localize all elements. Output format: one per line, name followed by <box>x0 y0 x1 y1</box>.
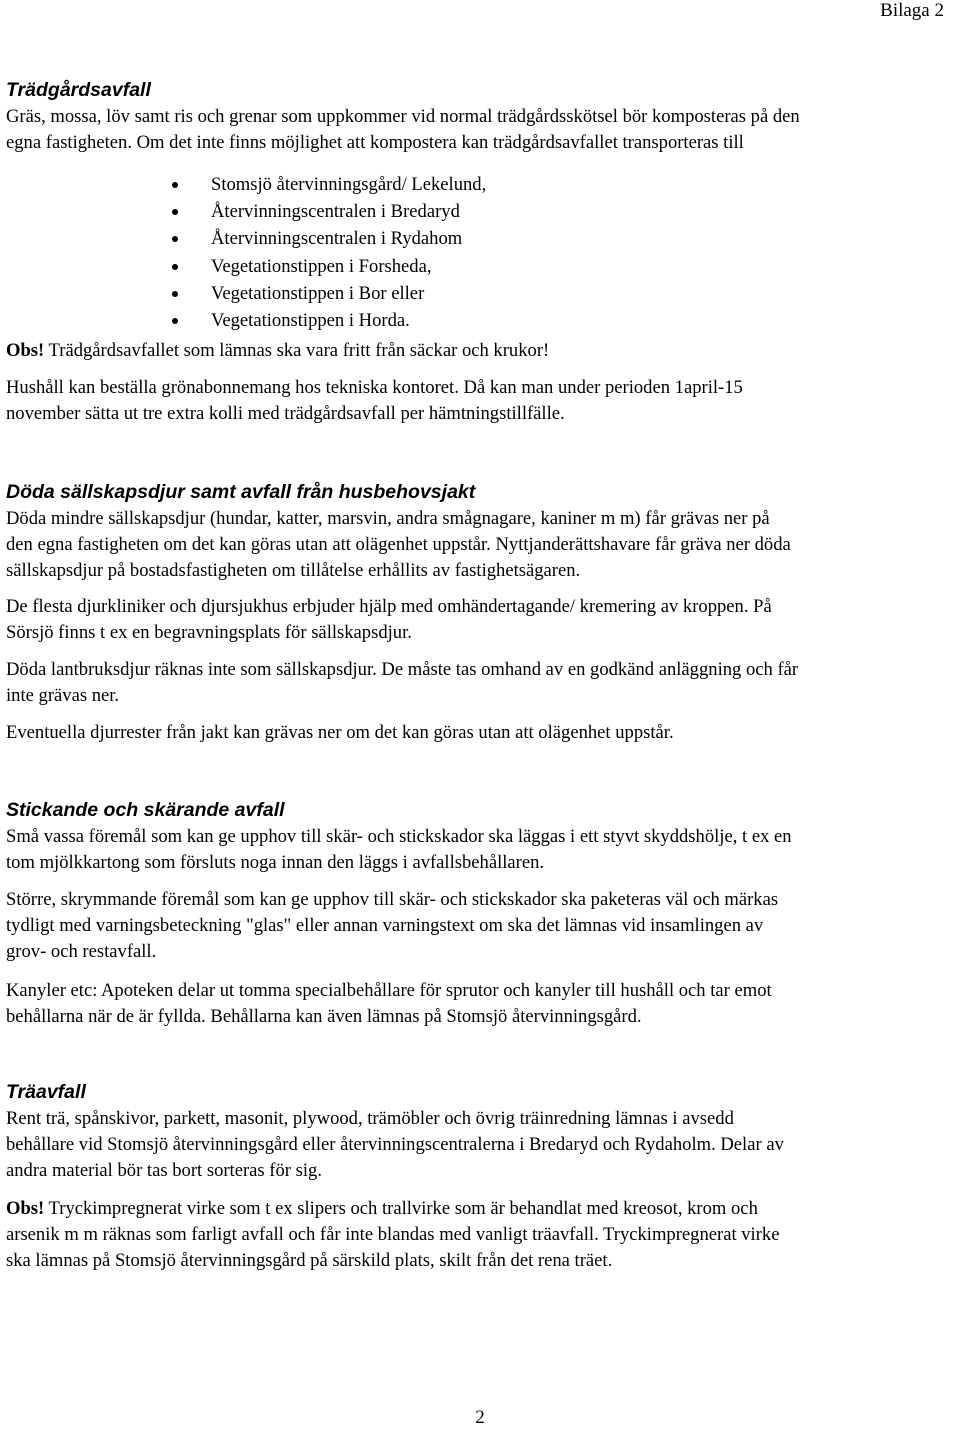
text-line: Små vassa föremål som kan ge upphov till skär- och stickskador ska läggas i ett styvt skyddshölje, t ex en <box>6 826 792 847</box>
section-stickande <box>0 798 960 822</box>
section-heading: Träavfall <box>6 1081 86 1103</box>
text-line: Rent trä, spånskivor, parkett, masonit, plywood, trämöbler och övrig träinredning lämnas i avsedd <box>6 1108 734 1129</box>
list-item-label: Återvinningscentralen i Bredaryd <box>211 201 460 223</box>
text-line: Tryckimpregnerat virke som t ex slipers och trallvirke som är behandlat med kreosot, krom och <box>44 1198 758 1219</box>
doda-paragraph-1 <box>0 506 960 584</box>
text-line: andra material bör tas bort sorteras för sig. <box>6 1160 322 1181</box>
section-traavfall <box>0 1080 960 1104</box>
section-tradgardsavfall <box>0 78 960 102</box>
stickande-paragraph-2 <box>0 887 960 965</box>
doda-paragraph-2 <box>0 594 960 646</box>
bullet-icon <box>172 209 178 215</box>
stickande-paragraph-3 <box>0 978 960 1030</box>
stickande-paragraph-1 <box>0 824 960 876</box>
list-item-label: Återvinningscentralen i Rydahom <box>211 228 463 250</box>
text-line: Hushåll kan beställa grönabonnemang hos tekniska kontoret. Då kan man under perioden 1april-15 <box>6 377 743 398</box>
list-item-label: Vegetationstippen i Bor eller <box>211 282 425 304</box>
list-item <box>0 253 960 280</box>
text-line: november sätta ut tre extra kolli med trädgårdsavfall per hämtningstillfälle. <box>6 403 565 424</box>
bullet-icon <box>172 182 178 188</box>
section-heading: Döda sällskapsdjur samt avfall från husbehovsjakt <box>6 481 476 503</box>
bullet-icon <box>172 264 178 270</box>
traavfall-paragraph-1 <box>0 1106 960 1184</box>
text-line: arsenik m m räknas som farligt avfall och får inte blandas med vanligt träavfall. Tryckimpregnerat virke <box>6 1224 780 1245</box>
text-line: Större, skrymmande föremål som kan ge upphov till skär- och stickskador ska paketeras väl och märkas <box>6 889 779 910</box>
appendix-label: Bilaga 2 <box>880 0 944 21</box>
doda-paragraph-3 <box>0 657 960 709</box>
text-line: inte grävas ner. <box>6 685 120 706</box>
obs-label: Obs! <box>6 340 45 361</box>
tradgard-intro <box>0 104 960 156</box>
text-line: Döda mindre sällskapsdjur (hundar, katter, marsvin, andra smågnagare, kaniner m m) får grävas ner på <box>6 508 770 529</box>
bullet-icon <box>172 291 178 297</box>
section-doda-sallskapsdjur <box>0 480 960 504</box>
text-line: Döda lantbruksdjur räknas inte som sällskapsdjur. De måste tas omhand av en godkänd anläggning och får <box>6 659 799 680</box>
section-heading: Stickande och skärande avfall <box>6 799 285 821</box>
text-line: Gräs, mossa, löv samt ris och grenar som uppkommer vid normal trädgårdsskötsel bör komposteras på den <box>6 106 800 127</box>
text-line: den egna fastigheten om det kan göras utan att olägenhet uppstår. Nyttjanderättshavare får gräva ner döda <box>6 534 791 555</box>
text-line: tom mjölkkartong som försluts noga innan den läggs i avfallsbehållaren. <box>6 852 545 873</box>
traavfall-paragraph-2 <box>0 1196 960 1274</box>
doda-paragraph-4 <box>0 720 960 746</box>
tradgard-paragraph-2 <box>0 375 960 427</box>
obs-note <box>0 338 960 364</box>
text-line: behållare vid Stomsjö återvinningsgård eller återvinningscentralerna i Bredaryd och Rydaholm. Delar av <box>6 1134 784 1155</box>
list-item <box>0 280 960 307</box>
text-line: ska lämnas på Stomsjö återvinningsgård på särskild plats, skilt från det rena träet. <box>6 1250 613 1271</box>
list-item-label: Vegetationstippen i Horda. <box>211 309 410 331</box>
text-line: egna fastigheten. Om det inte finns möjlighet att kompostera kan trädgårdsavfallet transporteras till <box>6 132 744 153</box>
list-item <box>0 225 960 252</box>
text-line: behållarna när de är fyllda. Behållarna kan även lämnas på Stomsjö återvinningsgård. <box>6 1006 642 1027</box>
list-item-label: Vegetationstippen i Forsheda, <box>211 255 432 277</box>
list-item <box>0 307 960 334</box>
section-heading: Trädgårdsavfall <box>6 79 151 101</box>
obs-text: Trädgårdsavfallet som lämnas ska vara fritt från säckar och krukor! <box>44 340 550 361</box>
text-line: tydligt med varningsbeteckning "glas" eller annan varningstext om ska det lämnas vid insamlingen av <box>6 915 764 936</box>
list-item-label: Stomsjö återvinningsgård/ Lekelund, <box>211 174 487 195</box>
text-line: grov- och restavfall. <box>6 941 157 962</box>
bullet-icon <box>172 236 178 242</box>
page-number: 2 <box>475 1407 485 1428</box>
text-line: Eventuella djurrester från jakt kan grävas ner om det kan göras utan att olägenhet uppstår. <box>6 722 674 743</box>
text-line: sällskapsdjur på bostadsfastigheten om tillåtelse erhållits av fastighetsägaren. <box>6 560 581 581</box>
text-line: Kanyler etc: Apoteken delar ut tomma specialbehållare för sprutor och kanyler till hushåll och tar emot <box>6 980 772 1001</box>
text-line: Sörsjö finns t ex en begravningsplats för sällskapsdjur. <box>6 622 412 643</box>
bullet-icon <box>172 318 178 324</box>
obs-label: Obs! <box>6 1198 45 1219</box>
drop-off-list <box>0 171 960 334</box>
list-item <box>0 198 960 225</box>
text-line: De flesta djurkliniker och djursjukhus erbjuder hjälp med omhändertagande/ kremering av kroppen. På <box>6 596 772 617</box>
list-item <box>0 171 960 198</box>
